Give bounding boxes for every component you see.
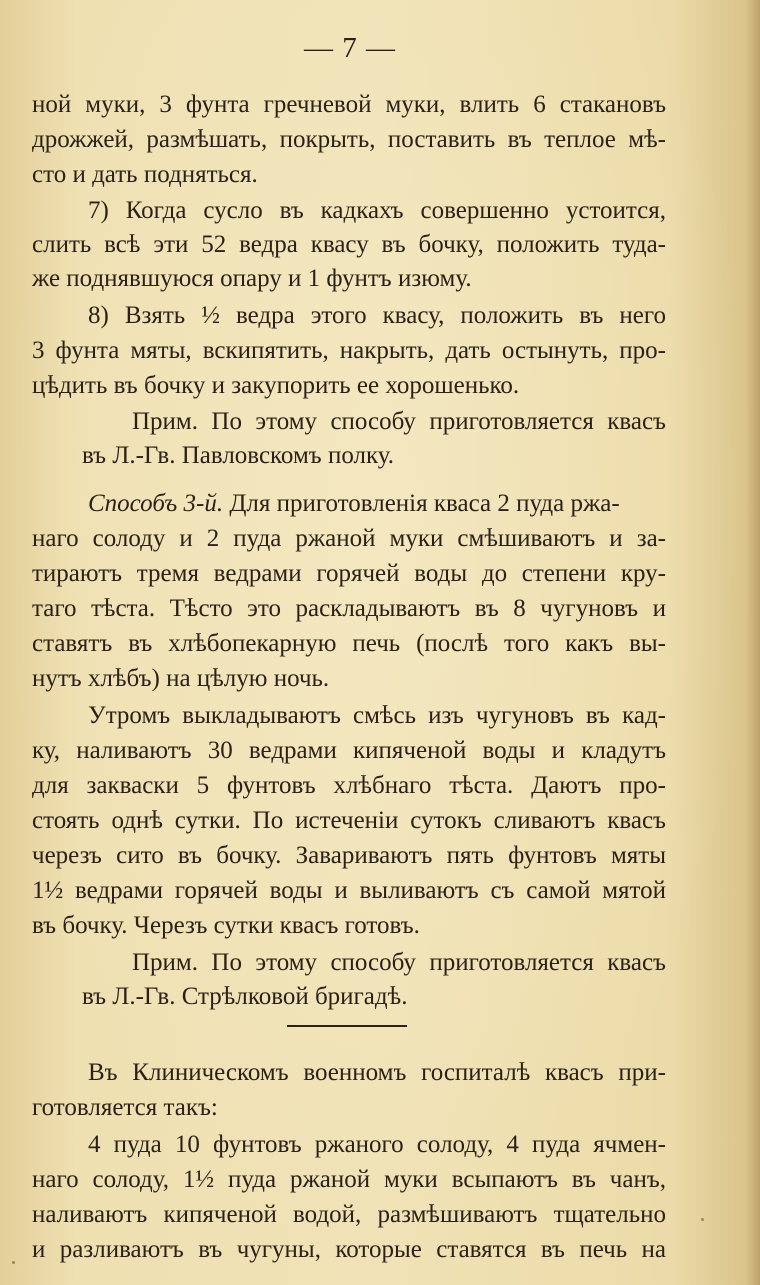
page-edge-shadow <box>746 0 760 1285</box>
text-line: ной муки, 3 фунта гречневой муки, влить 6 стакановъ <box>32 91 666 118</box>
text-line: Утромъ выкладываютъ смѣсь изъ чугуновъ въ кад- <box>88 702 666 729</box>
text-line: сто и дать подняться. <box>32 161 258 188</box>
note-line: въ Л.-Гв. Павловскомъ полку. <box>82 442 395 469</box>
text-line: 8) Взять ½ ведра этого квасу, положить въ него <box>88 302 666 329</box>
note-line: Прим. По этому способу приготовляется квасъ <box>132 949 666 976</box>
method-heading: Способъ 3-й. <box>88 490 224 517</box>
text-line: нутъ хлѣбъ) на цѣлую ночь. <box>32 665 330 692</box>
text-line: 7) Когда сусло въ кадкахъ совершенно устоится, <box>88 197 666 224</box>
text-line: тираютъ тремя ведрами горячей воды до степени кру- <box>32 560 666 587</box>
note-line: Прим. По этому способу приготовляется квасъ <box>132 408 666 435</box>
note-line: въ Л.-Гв. Стрѣлковой бригадѣ. <box>82 983 408 1010</box>
paper-speck <box>12 1261 15 1264</box>
text-line: готовляется такъ: <box>32 1094 218 1121</box>
text-line: и разливаютъ въ чугуны, которые ставятся въ печь на <box>32 1236 666 1263</box>
text-line: черезъ сито въ бочку. Завариваютъ пять фунтовъ мяты <box>32 842 666 869</box>
paper-speck <box>701 1218 704 1221</box>
page-number: — 7 — <box>304 32 396 64</box>
text-line: наго солоду, 1½ пуда ржаной муки всыпаютъ въ чанъ, <box>32 1166 666 1193</box>
section-divider <box>287 1025 407 1027</box>
text-line: въ бочку. Черезъ сутки квасъ готовъ. <box>32 912 420 939</box>
text-line: 1½ ведрами горячей воды и выливаютъ съ самой мятой <box>32 877 666 904</box>
text-line: Въ Клиническомъ военномъ госпиталѣ квасъ при- <box>88 1059 666 1086</box>
text-line: 4 пуда 10 фунтовъ ржаного солоду, 4 пуда ячмен- <box>88 1131 666 1158</box>
text-line: же поднявшуюся опару и 1 фунтъ изюму. <box>32 265 472 292</box>
text-line: таго тѣста. Тѣсто это раскладываютъ въ 8 чугуновъ и <box>32 595 666 622</box>
text-line: 3 фунта мяты, вскипятить, накрыть, дать остынуть, про- <box>32 337 666 364</box>
text-line: для закваски 5 фунтовъ хлѣбнаго тѣста. Даютъ про- <box>32 772 666 799</box>
text-line: слить всѣ эти 52 ведра квасу въ бочку, положить туда- <box>32 231 666 258</box>
text-line: цѣдить въ бочку и закупорить ее хорошенько. <box>32 372 520 399</box>
text-line: ставятъ въ хлѣбопекарную печь (послѣ того какъ вы- <box>32 630 666 657</box>
text-line: дрожжей, размѣшать, покрыть, поставить въ теплое мѣ- <box>32 126 666 153</box>
text-line: стоять однѣ сутки. По истеченіи сутокъ сливаютъ квасъ <box>32 807 666 834</box>
text-line: ку, наливаютъ 30 ведрами кипяченой воды и кладутъ <box>32 737 666 764</box>
text-fragment: Для приготовленія кваса 2 пуда ржа- <box>229 490 620 517</box>
text-line: наливаютъ кипяченой водой, размѣшиваютъ тщательно <box>32 1201 666 1228</box>
method-3-paragraph-start <box>88 489 666 519</box>
text-line: наго солоду и 2 пуда ржаной муки смѣшиваютъ и за- <box>32 525 666 552</box>
